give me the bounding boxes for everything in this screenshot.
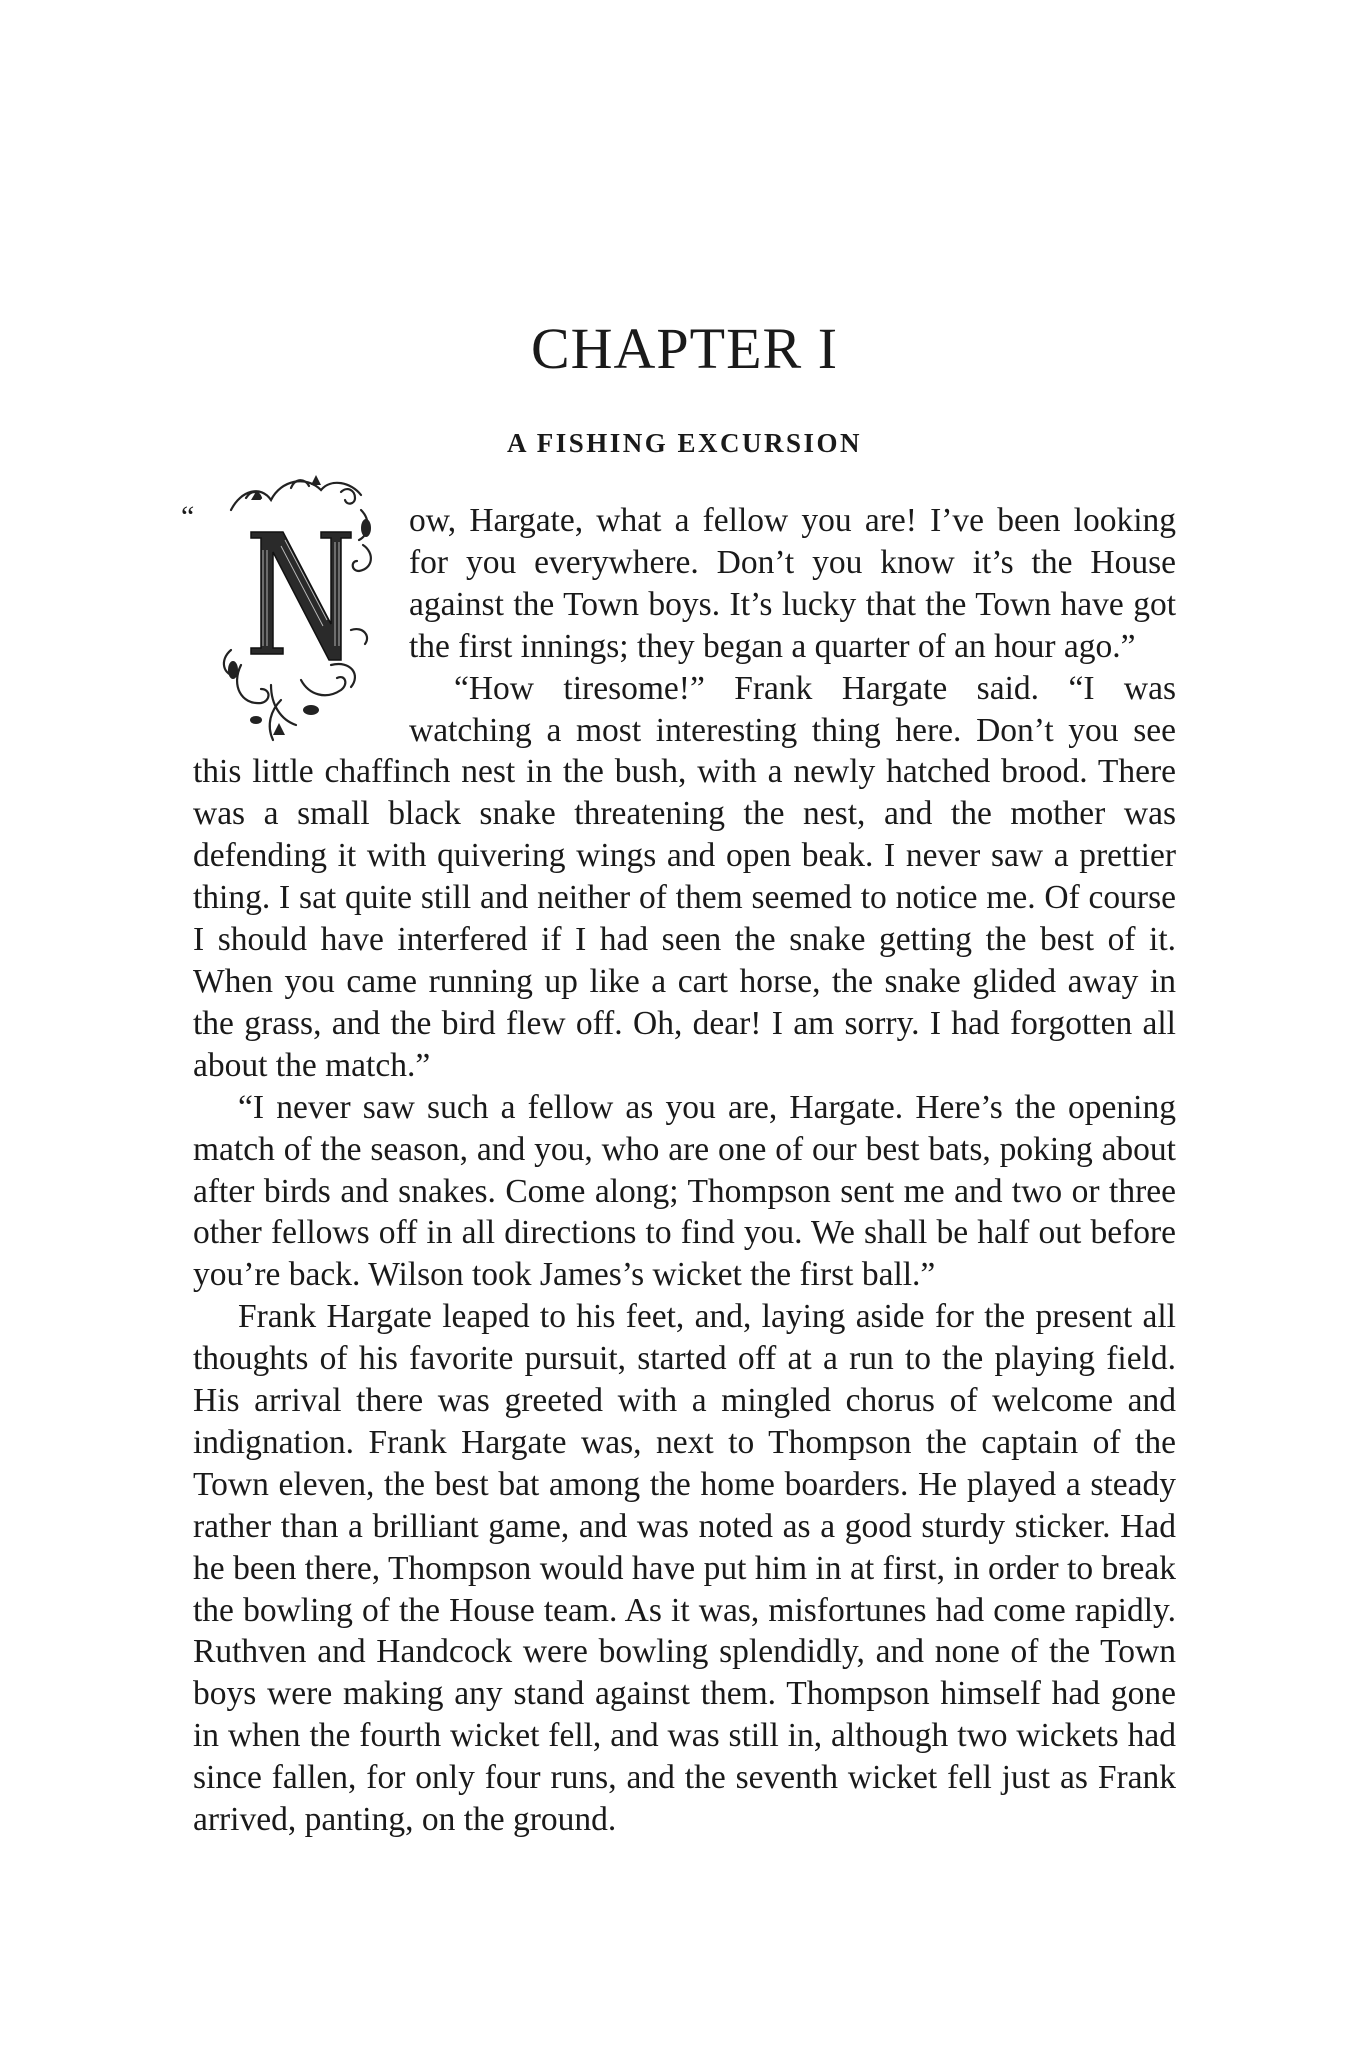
chapter-body [181, 500, 1176, 1841]
paragraph-4: Frank Hargate leaped to his feet, and, laying aside for the present all thoughts of his favorite pursuit, started off at a run to the playing field. His arrival there was greeted with a mingled chorus of welcome and indignation. Frank Hargate was, next to Thompson the captain of the Town eleven, the best bat among the home boarders. He played a steady rather than a brilliant game, and was noted as a good sturdy sticker. Had he been there, Thompson would have put him in at first, in order to break the bowling of the House team. As it was, misfortunes had come rapidly. Ruthven and Handcock were bowling splendidly, and none of the Town boys were making any stand against them. Thompson himself had gone in when the fourth wicket fell, and was still in, although two wickets had since fallen, for only four runs, and the seventh wicket fell just as Frank arrived, panting, on the ground. [193, 1298, 1176, 1839]
drop-cap [181, 500, 403, 750]
chapter-subtitle: A FISHING EXCURSION [506, 428, 863, 458]
drop-cap-quote-mark: “ [181, 500, 195, 533]
paragraph-1: ow, Hargate, what a fellow you are! I’ve been looking for you everywhere. Don’t you know it’s the House against the Town boys. It’s lucky that the Town have got the first innings; they began a quarter of an hour ago.” [409, 502, 1176, 665]
book-page [181, 0, 1176, 2048]
chapter-title: CHAPTER I [530, 316, 839, 381]
paragraph-2: “How tiresome!” Frank Hargate said. “I was watching a most interesting thing here. Don’t you see this little chaffinch nest in the bush, with a newly hatched brood. There was a small black snake threatening the nest, and the mother was defending it with quivering wings and open beak. I never saw a prettier thing. I sat quite still and neither of them seemed to notice me. Of course I should have interfered if I had seen the snake getting the best of it. When you came running up like a cart horse, the snake glided away in the grass, and the bird flew off. Oh, dear! I am sorry. I had forgotten all about the match.” [193, 669, 1176, 1084]
decorative-initial-n-icon [211, 470, 381, 750]
paragraph-3: “I never saw such a fellow as you are, Hargate. Here’s the opening match of the season, and you, who are one of our best bats, poking about after birds and snakes. Come along; Thompson sent me and two or three other fellows off in all directions to find you. We shall be half out before you’re back. Wilson took James’s wicket the first ball.” [193, 1088, 1176, 1294]
